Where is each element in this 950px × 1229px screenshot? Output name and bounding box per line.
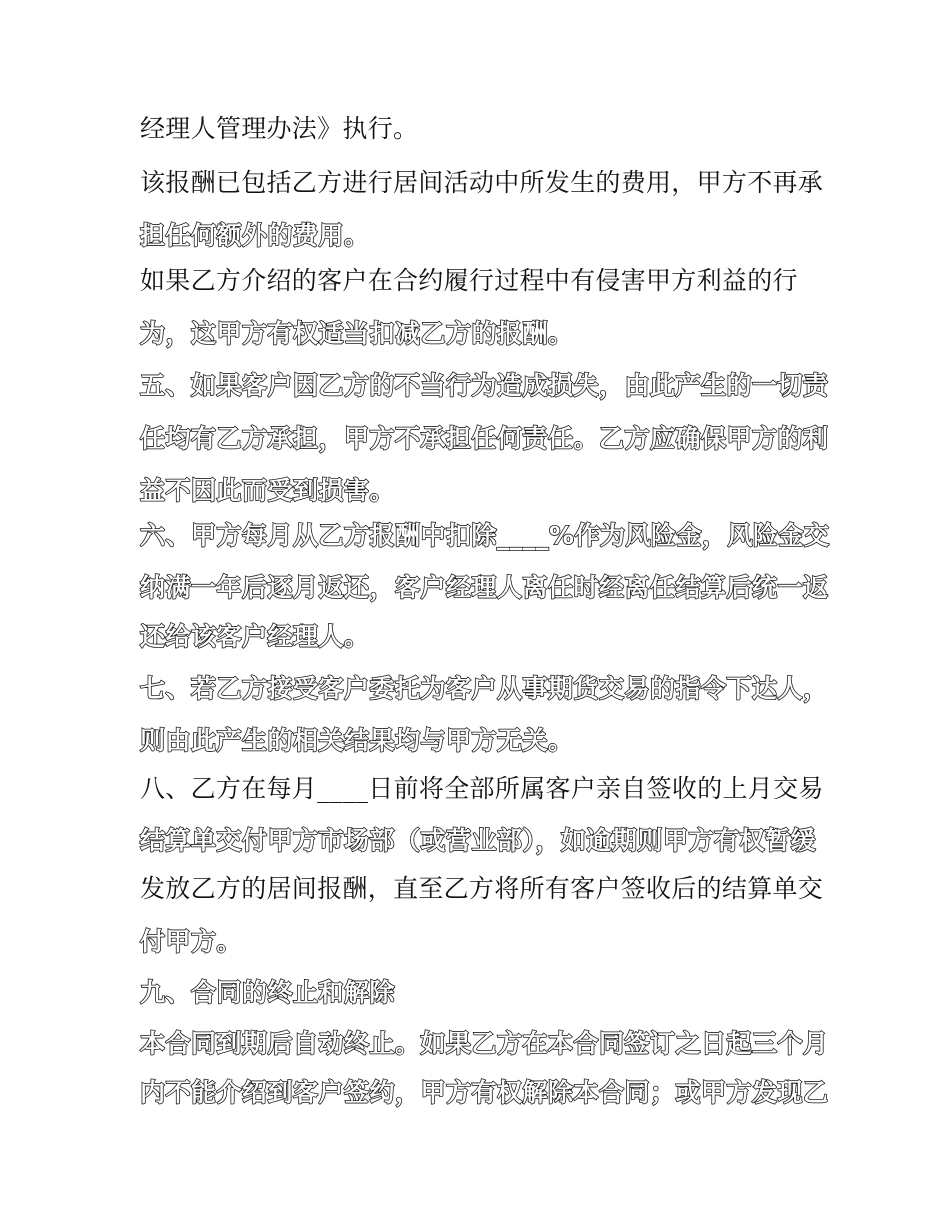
text-line-2: 该报酬已包括乙方进行居间活动中所发生的费用，甲方不再承 — [140, 168, 824, 197]
text-line-14: 八、乙方在每月____日前将全部所属客户亲自签收的上月交易 — [140, 774, 824, 803]
text-line-20: 内不能介绍到客户签约，甲方有权解除本合同；或甲方发现乙 — [140, 1078, 829, 1107]
text-line-4: 如果乙方介绍的客户在合约履行过程中有侵害甲方利益的行 — [140, 266, 798, 295]
text-line-19: 本合同到期后自动终止。如果乙方在本合同签订之日起三个月 — [140, 1029, 829, 1058]
text-line-1: 经理人管理办法》执行。 — [140, 114, 419, 143]
text-line-12: 七、若乙方接受客户委托为客户从事期货交易的指令下达人， — [140, 674, 829, 703]
text-line-11: 还给该客户经理人。 — [140, 622, 370, 651]
text-line-7: 任均有乙方承担，甲方不承担任何责任。乙方应确保甲方的利 — [140, 424, 829, 453]
text-line-9: 六、甲方每月从乙方报酬中扣除____%作为风险金，风险金交 — [140, 521, 830, 550]
text-line-16: 发放乙方的居间报酬，直至乙方将所有客户签收后的结算单交 — [140, 874, 824, 903]
text-line-17: 付甲方。 — [140, 927, 243, 956]
text-line-13: 则由此产生的相关结果均与甲方无关。 — [140, 726, 574, 755]
text-line-6: 五、如果客户因乙方的不当行为造成损失，由此产生的一切责 — [140, 371, 829, 400]
text-line-10: 纳满一年后逐月返还，客户经理人离任时经离任结算后统一返 — [140, 573, 829, 602]
text-line-18: 九、合同的终止和解除 — [140, 978, 396, 1007]
text-line-5: 为，这甲方有权适当扣减乙方的报酬。 — [140, 319, 574, 348]
text-line-8: 益不因此而受到损害。 — [140, 476, 396, 505]
text-line-15: 结算单交付甲方市场部（或营业部），如逾期则甲方有权暂缓 — [140, 826, 817, 855]
text-line-3: 担任何额外的费用。 — [140, 221, 370, 250]
